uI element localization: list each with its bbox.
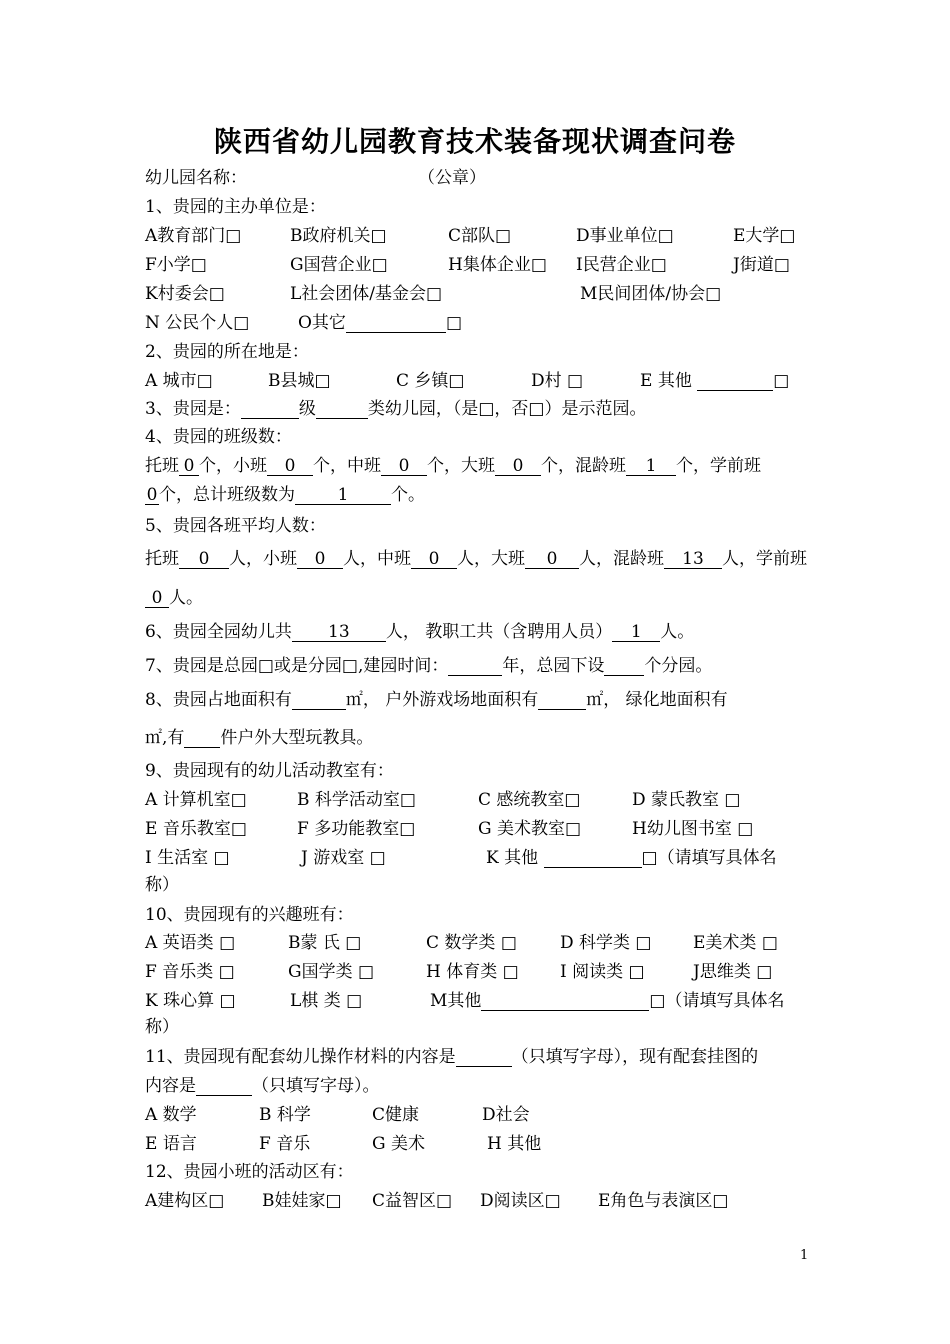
q5-value-xiaoban[interactable]: 0 [297,550,343,569]
q4-value-daban[interactable]: 0 [495,457,541,476]
q8-text: ㎡， 绿化地面积有 [586,690,728,710]
q2-option-b[interactable]: B县城□ [268,371,331,391]
name-label: 幼儿园名称： [145,168,247,188]
q9-other-box: □（请填写具体名 [641,848,777,868]
q10-option-l[interactable]: L棋 类 □ [290,991,363,1011]
q1-option-e[interactable]: E大学□ [733,226,796,246]
q8-line-2 [145,727,373,749]
q9-option-f[interactable]: F 多功能教室□ [297,819,416,839]
q12-option-e[interactable]: E角色与表演区□ [598,1191,729,1211]
q11-option-h: H 其他 [487,1134,542,1154]
q7-text: 年，总园下设 [502,656,605,676]
q4-text: 个，小班 [199,456,267,476]
q6-text: 人， 教职工共（含聘用人员） [385,622,613,642]
q9-option-g[interactable]: G 美术教室□ [478,819,582,839]
q11-option-e: E 语言 [145,1134,197,1154]
q11-text: （只填写字母）。 [252,1076,380,1096]
q4-text: 个，学前班 [676,456,761,476]
q4-value-total[interactable]: 1 [295,486,391,505]
q9-option-a[interactable]: A 计算机室□ [145,790,247,810]
q3-level-blank[interactable] [241,400,299,419]
q10-option-m-label: M其他 [430,991,482,1011]
q11-line-2 [145,1075,380,1097]
q9-option-b[interactable]: B 科学活动室□ [297,790,416,810]
q9-option-h[interactable]: H幼儿图书室 □ [632,819,754,839]
q5-value-tuoban[interactable]: 0 [179,550,229,569]
stamp-label: （公章） [418,168,486,188]
q5-text: 人。 [169,588,203,608]
q2-option-c[interactable]: C 乡镇□ [396,371,465,391]
q8-toys-blank[interactable] [184,729,220,748]
q2-label: 2、贵园的所在地是： [145,342,309,362]
q11-option-d: D社会 [482,1105,530,1125]
q1-option-o-label: O其它 [298,313,346,333]
q5-text: 人，大班 [457,549,525,569]
q9-option-j[interactable]: J 游戏室 □ [301,848,386,868]
q5-line-2 [145,587,203,609]
q4-value-hunling[interactable]: 1 [626,457,676,476]
q10-other-blank[interactable] [481,992,649,1011]
q12-option-d[interactable]: D阅读区□ [480,1191,561,1211]
q3-suffix: 类幼儿园，（是□，否□）是示范园。 [367,399,647,419]
q4-line-2 [145,484,425,506]
q8-text: ㎡,有 [145,728,185,748]
q7-text: 7、贵园是总园□或是分园□,建园时间： [145,656,449,676]
q3-level-text: 级 [298,399,316,419]
q10-other-box: □（请填写具体名 [649,991,785,1011]
q8-outdoor-area-blank[interactable] [538,691,586,710]
q11-materials-blank[interactable] [456,1048,512,1067]
q1-option-f[interactable]: F小学□ [145,255,207,275]
q2-option-a[interactable]: A 城市□ [145,371,213,391]
q9-option-k-label: K 其他 [486,848,539,868]
page-title: 陕西省幼儿园教育技术装备现状调查问卷 [213,125,736,158]
q9-label: 9、贵园现有的幼儿活动教室有： [145,761,394,781]
q1-option-j[interactable]: J街道□ [733,255,790,275]
q10-option-b[interactable]: B蒙 氏 □ [288,933,362,953]
q8-text: ㎡， 户外游戏场地面积有 [345,690,539,710]
q9-option-e[interactable]: E 音乐教室□ [145,819,247,839]
page-number: 1 [800,1248,809,1263]
q4-text: 个。 [391,485,425,505]
q1-option-b[interactable]: B政府机关□ [290,226,387,246]
q7-year-blank[interactable] [448,657,502,676]
q10-option-e[interactable]: E美术类 □ [693,933,778,953]
q11-charts-blank[interactable] [196,1077,252,1096]
q6-line [145,621,694,643]
q6-text: 人。 [660,622,695,642]
q4-text: 个，混龄班 [541,456,626,476]
q2-other-box: □ [773,371,790,391]
q10-option-i[interactable]: I 阅读类 □ [560,962,645,982]
q5-value-hunling[interactable]: 13 [664,550,722,569]
q2-other-blank[interactable] [697,372,773,391]
q5-text: 人，学前班 [722,549,807,569]
q8-line-1 [145,689,728,711]
q1-option-d[interactable]: D事业单位□ [576,226,674,246]
q6-staff-count[interactable]: 1 [612,623,660,642]
q4-value-zhongban[interactable]: 0 [381,457,427,476]
q11-option-a: A 数学 [145,1105,197,1125]
q8-area-blank[interactable] [292,691,346,710]
q9-option-i[interactable]: I 生活室 □ [145,848,230,868]
q2-option-d[interactable]: D村 □ [531,371,584,391]
q11-option-g: G 美术 [372,1134,425,1154]
q5-value-zhongban[interactable]: 0 [411,550,457,569]
q11-option-c: C健康 [372,1105,420,1125]
q5-text: 人，小班 [229,549,297,569]
q4-value-tuoban[interactable]: 0 [179,457,199,476]
q10-option-c[interactable]: C 数学类 □ [426,933,517,953]
q5-value-daban[interactable]: 0 [525,550,579,569]
q10-option-a[interactable]: A 英语类 □ [145,933,236,953]
q9-option-k[interactable] [486,847,777,869]
q10-option-m[interactable] [430,990,784,1012]
q7-branch-blank[interactable] [604,657,644,676]
q1-option-c[interactable]: C部队□ [448,226,512,246]
q9-other-blank[interactable] [544,849,642,868]
q2-option-e[interactable] [640,370,789,392]
q4-text: 个，总计班级数为 [159,485,295,505]
q1-option-n[interactable]: N 公民个人□ [145,313,250,333]
q11-text: 11、贵园现有配套幼儿操作材料的内容是 [145,1047,456,1067]
q11-text: 内容是 [145,1076,196,1096]
q1-other-box: □ [445,313,462,333]
q5-text: 人，混龄班 [579,549,664,569]
q10-option-g[interactable]: G国学类 □ [288,962,375,982]
q1-option-a[interactable]: A教育部门□ [145,226,242,246]
q6-children-count[interactable]: 13 [292,623,386,642]
q1-option-l[interactable]: L社会团体/基金会□ [290,284,443,304]
q9-option-d[interactable]: D 蒙氏教室 □ [632,790,741,810]
q1-option-o[interactable] [298,312,462,334]
q3-line [145,398,646,420]
q10-option-d[interactable]: D 科学类 □ [560,933,652,953]
q8-text: 件户外大型玩教具。 [220,728,374,748]
q1-option-m[interactable]: M民间团体/协会□ [580,284,722,304]
q12-option-a[interactable]: A建构区□ [145,1191,225,1211]
q11-text: （只填写字母），现有配套挂图的 [511,1047,759,1067]
q2-option-e-label: E 其他 [640,371,692,391]
q9-option-c[interactable]: C 感统教室□ [478,790,581,810]
q4-text: 托班 [145,456,179,476]
q10-label: 10、贵园现有的兴趣班有： [145,905,354,925]
q1-option-h[interactable]: H集体企业□ [448,255,547,275]
q10-option-k[interactable]: K 珠心算 □ [145,991,236,1011]
q12-option-c[interactable]: C益智区□ [372,1191,453,1211]
q10-option-j[interactable]: J思维类 □ [693,962,773,982]
q3-type-blank[interactable] [316,400,368,419]
q10-option-h[interactable]: H 体育类 □ [426,962,519,982]
q4-value-xueqian[interactable]: 0 [146,485,158,505]
q5-text: 托班 [145,549,179,569]
q12-label: 12、贵园小班的活动区有： [145,1162,354,1182]
q10-option-f[interactable]: F 音乐类 □ [145,962,235,982]
kindergarten-name-line [145,167,247,189]
q5-value-xueqian[interactable]: 0 [145,589,169,608]
q4-value-xiaoban[interactable]: 0 [267,457,313,476]
q5-label: 5、贵园各班平均人数： [145,516,326,536]
q5-line-1 [145,548,807,570]
q11-option-f: F 音乐 [259,1134,311,1154]
q3-prefix: 3、贵园是： [145,399,241,419]
q7-line [145,655,712,677]
q12-option-b[interactable]: B娃娃家□ [262,1191,342,1211]
q4-line-1 [145,455,761,477]
q7-text: 个分园。 [644,656,713,676]
q8-text: 8、贵园占地面积有 [145,690,292,710]
q11-option-b: B 科学 [259,1105,311,1125]
q4-text: 个，大班 [427,456,495,476]
q10-wrap: 称） [145,1017,179,1037]
q5-text: 人，中班 [343,549,411,569]
q11-line-1 [145,1046,758,1068]
q1-option-k[interactable]: K村委会□ [145,284,225,304]
q9-wrap: 称） [145,875,179,895]
q4-text: 个，中班 [313,456,381,476]
q1-option-i[interactable]: I民营企业□ [576,255,667,275]
q1-other-blank[interactable] [346,314,446,333]
q1-label: 1、贵园的主办单位是： [145,197,326,217]
q4-label: 4、贵园的班级数： [145,427,292,447]
q1-option-g[interactable]: G国营企业□ [290,255,388,275]
q6-text: 6、贵园全园幼儿共 [145,622,292,642]
